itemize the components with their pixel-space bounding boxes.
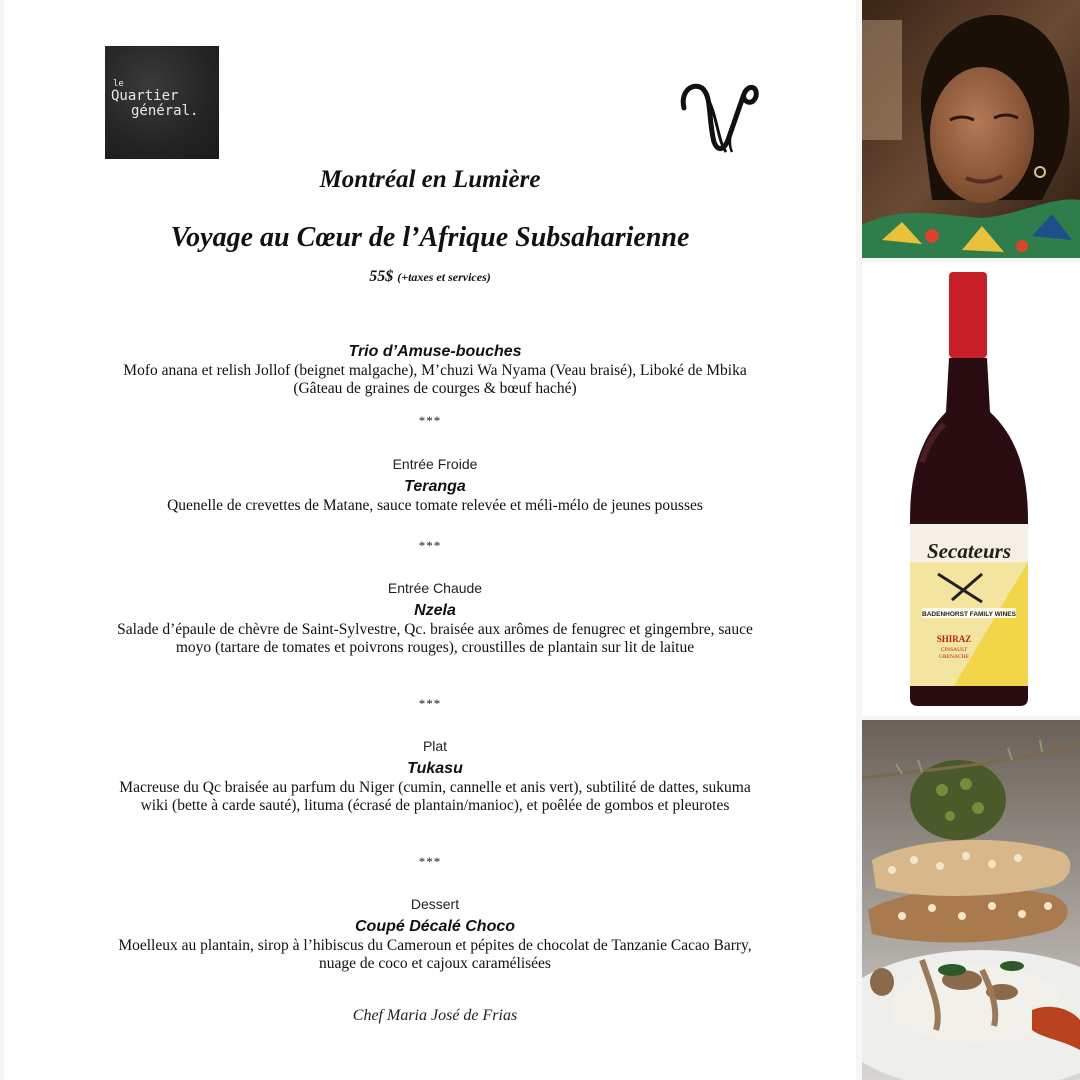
course-amuse-bouches — [104, 338, 766, 398]
dish-description: Quenelle de crevettes de Matane, sauce tomate relevée et méli-mélo de jeunes pousses — [167, 497, 703, 514]
price-value: 55$ — [369, 268, 394, 285]
price-note: (+taxes et services) — [397, 270, 491, 284]
dish-description: Macreuse du Qc braisée au parfum du Niger (cumin, cannelle et anis vert), subtilité de dattes, sukuma wiki (bette à carde sauté), lituma (écrasé de plantain/manioc), et poêlée de gombos et pleurotes — [119, 779, 751, 814]
menu-page — [4, 0, 856, 1080]
wine-blend-2: GRENACHE — [939, 654, 969, 660]
bottle-cap — [949, 272, 987, 358]
quartier-general-logo — [105, 46, 219, 159]
wine-producer: BADENHORST FAMILY WINES — [922, 611, 1016, 618]
course-label: Entrée Chaude — [387, 580, 483, 596]
v-monogram-icon — [678, 78, 762, 158]
course-label: Entrée Froide — [392, 456, 478, 472]
menu-title: Montréal en Lumière — [319, 166, 541, 193]
separator: *** — [418, 696, 442, 711]
wine-brand: Secateurs — [927, 539, 1011, 563]
menu-subtitle: Voyage au Cœur de l’Afrique Subsaharienne — [170, 222, 690, 253]
dish-description: Salade d’épaule de chèvre de Saint-Sylvestre, Qc. braisée aux arômes de fenugrec et gingembre, sauce moyo (tartare de tomates et poivrons rouges), croustilles de plantain sur lit de laitue — [117, 621, 753, 656]
logo-line-2: Quartier — [111, 88, 179, 105]
dish-name: Trio d’Amuse-bouches — [348, 343, 522, 360]
course-entree-froide — [104, 455, 766, 515]
photo-column — [862, 0, 1080, 1080]
dish-name: Tukasu — [407, 760, 463, 777]
separator: *** — [418, 854, 442, 869]
dish-name: Nzela — [414, 602, 456, 619]
course-entree-chaude — [104, 579, 766, 657]
separator: *** — [418, 538, 442, 553]
plated-dish-photo — [862, 720, 1080, 1080]
dish-description: Moelleux au plantain, sirop à l’hibiscus du Cameroun et pépites de chocolat de Tanzanie Cacao Barry, nuage de coco et cajoux caramélisées — [118, 937, 752, 972]
dish-name: Coupé Décalé Choco — [354, 918, 516, 935]
wine-varietal: SHIRAZ — [936, 634, 972, 644]
course-plat — [104, 737, 766, 815]
chef-signature: Chef Maria José de Frias — [352, 1007, 518, 1024]
chef-portrait-photo — [862, 0, 1080, 258]
logo-line-1: le — [113, 79, 124, 89]
dish-name: Teranga — [404, 478, 466, 495]
wine-blend-1: CINSAULT — [940, 647, 968, 653]
separator: *** — [418, 413, 442, 428]
course-label: Dessert — [410, 896, 460, 912]
wine-bottle-photo — [862, 262, 1080, 716]
course-dessert — [104, 895, 766, 973]
logo-line-3: général. — [131, 103, 199, 120]
menu-price — [4, 268, 856, 286]
course-label: Plat — [422, 738, 448, 754]
dish-description: Mofo anana et relish Jollof (beignet malgache), M’chuzi Wa Nyama (Veau braisé), Liboké de Mbika (Gâteau de graines de courges & bœuf haché) — [123, 362, 747, 397]
